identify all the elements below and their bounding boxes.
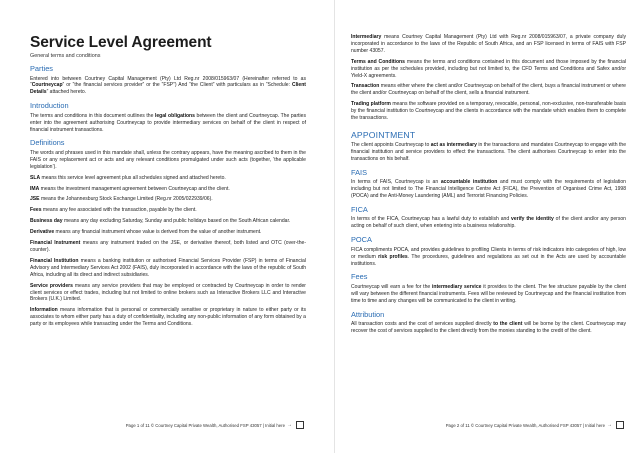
bold-term: risk profiles [378,253,408,260]
text-run: it provides to the client. The fee structure payable by the client will vary between the different financial instruments. Fees will be reviewed by Courtneycap and the financial institution from time to time and any changes will be communicated to the client in writing. [351,283,626,304]
text-run: means a banking institution or authorised Financial Services Provider (FSP) in terms of Financial Advisory and Intermediary Services Act 2002 (FAIS), duly incorporated in accordance with the laws of the republic of South Africa, including all its direct and indirect subsidiaries. [30,257,306,278]
heading-introduction: Introduction [30,101,69,111]
document-title: Service Level Agreement [30,34,212,51]
text-run: means the terms and conditions contained in this document and those imposed by the financial institution as per the schedules provided, including but not limited to, the CFD Terms and Conditions and Safex and/or Yield-X agreements. [351,58,627,79]
definition-ima [30,186,306,193]
text-run: The terms and conditions in this document outlines the [30,112,155,119]
text-run: In terms of the FICA, Courtneycap has a lawful duty to establish and [351,216,512,223]
text-run: ” attached hereto. [46,89,87,96]
text-run: ” or “the financial services provider” or the “FSP”) And “the Client” with particulars as in “Schedule: [62,82,292,89]
document-subtitle: General terms and conditions [30,53,101,59]
text-run: means this service level agreement plus all schedules signed and attached hereto. [40,174,226,181]
bold-term: Financial Instrument [30,240,81,247]
definition-sla [30,175,306,182]
initial-checkbox[interactable] [616,421,624,429]
text-run: FICA compliments POCA, and provides guidelines to profiling Clients in terms of risk indicators into categories of high, low or medium [351,246,626,260]
fica-paragraph [351,216,626,230]
bold-term: Client Details [30,82,306,96]
poca-paragraph [351,247,626,268]
footer-text: Page 1 of 11 © Courtney Capital Private Wealth, Authorised FSP 43057 | Initial here [125,422,285,428]
text-run: between the client and Courtneycap. The parties enter into the agreement authorising Courtneycap to provide intermediary services on behalf of the client in respect of financial instrument transactions. [30,112,307,133]
text-run: means any instrument traded on the JSE, or derivative thereof, both listed and OTC (over-the-counter). [30,240,307,253]
bold-term: Intermediary [351,34,382,40]
bold-term: Information [30,307,58,314]
heading-poca: POCA [351,235,372,245]
bold-term: legal obligations [154,112,195,119]
bold-term: JSE [30,196,40,203]
text-run: . The procedures, guidelines and regulations as set out in the Acts are used by accountable institutions. [351,253,626,267]
text-run: and must comply with the requirements of legislation including but not limited to The Financial Intelligence Centre Act (FICA), the Prevention of Organised Crime Act, 1998 (POCA) and the Anti-Money Laundering (AML) and Terrorist Financing Policies. [351,179,626,199]
bold-term: to the client [493,321,523,328]
definition-derivative [30,229,306,236]
arrow-right-icon: → [287,422,292,428]
definition-business-day [30,218,306,225]
bold-term: Financial Institution [30,257,79,264]
definition-intermediary [351,34,626,55]
text-run: of the client and/or any person acting on behalf of such client, when entering into a business relationship. [351,216,626,230]
bold-term: verify the identity [511,216,554,223]
appointment-paragraph [351,142,626,163]
text-run: The words and phrases used in this mandate shall, unless the contrary appears, have the meaning ascribed to them in the FAIS or any replacement act or acts and any relevant conditions promulgated under such acts (together, ‘the applicable legislation’). [30,149,306,170]
definition-financial-institution [30,258,306,279]
bold-term: Service providers [30,282,73,289]
text-run: means information that is personal or commercially sensitive or proprietary in nature to either party or its associates to whom either party has a duty of confidentiality, including any non-public information of any form obtained by a party or its employees while transacting under the Terms and Conditions. [30,307,306,328]
heading-attribution: Attribution [351,309,385,319]
bold-term: Business day [30,218,63,225]
heading-appointment: APPOINTMENT [351,129,416,140]
heading-fees: Fees [351,272,368,282]
definition-service-providers [30,283,306,304]
bold-term: SLA [30,174,41,181]
heading-definitions: Definitions [30,138,65,148]
bold-term: Courtneycap [31,82,63,89]
fees-paragraph [351,284,626,305]
heading-fica: FICA [351,204,368,214]
text-run: All transaction costs and the cost of services supplied directly [351,321,494,328]
definition-financial-instrument [30,240,306,254]
bold-term: IMA [30,185,40,192]
text-run: means the investment management agreement between Courtneycap and the client. [39,185,230,192]
parties-paragraph [30,76,306,97]
footer-text: Page 2 of 11 © Courtney Capital Private Wealth, Authorised FSP 43057 | Initial here [445,422,605,428]
text-run: Courtneycap will earn a fee for the [351,283,432,290]
bold-term: act as intermediary [430,141,477,148]
page-1 [14,0,322,453]
definition-trading-platform [351,101,626,122]
arrow-right-icon: → [607,422,612,428]
text-run: means either where the client and/or Courtneycap on behalf of the client, buys a financial instrument or where the client and/or Courtneycap on behalf of the client, sells a financial instrument. [351,83,626,97]
definition-information [30,307,306,328]
bold-term: Terms and Conditions [351,58,405,65]
text-run: means Courtney Capital Management (Pty) Ltd with Reg.nr 2008/015963/07, a private company duly incorporated in accordance to the laws of the Republic of South Africa, and an FSP licensed in terms of FAIS with FSP number 43057. [351,34,626,54]
text-run: in the transactions and mandates Courtneycap to engage with the financial institution and service providers to effect the transactions. The client authorises Courtneycap to enter into the transactions on his behalf. [351,141,627,162]
definition-terms-and-conditions [351,59,626,80]
text-run: In terms of FAIS, Courtneycap is an [351,179,441,186]
text-run: means the Johannesburg Stock Exchange Limited (Reg.nr 2005/022939/06). [39,196,213,203]
fais-paragraph [351,179,626,200]
definition-fees [30,207,306,214]
bold-term: Transaction [351,83,380,90]
bold-term: Derivative [30,229,55,236]
bold-term: Trading platform [351,101,391,108]
text-run: means any financial instrument whose value is derived from the value of another instrument. [54,229,262,236]
definitions-intro [30,150,306,171]
text-run: The client appoints Courtneycap to [351,141,431,148]
definition-jse [30,196,306,203]
attribution-paragraph [351,321,626,335]
text-run: means any service providers that may be employed or contracted by Courtneycap in order to render client services or effect trades, including but not limited to online brokers such as Interactive Brokers LLC and Interactive Brokers (U.K.) Limited. [30,282,306,303]
text-run: means the software provided on a temporary, revocable, personal, non-exclusive, non-transferable basis by the financial institution to Courtneycap and the clients in accordance with the mandate which enables them to complete the transactions. [351,101,626,122]
text-run: means any fee associated with the transaction, payable by the client. [41,207,197,214]
heading-parties: Parties [30,64,54,73]
page-1-footer [126,421,304,429]
text-run: Entered into between Courtney Capital Management (Pty) Ltd Reg.nr 2008/015963/07 (Hereinafter referred to as “ [30,75,306,89]
bold-term: intermediary service [431,283,482,290]
definition-transaction [351,83,626,97]
bold-term: Fees [30,207,42,214]
heading-fais: FAIS [351,167,368,177]
page-2 [334,0,640,453]
text-run: will be borne by the client. Courtneycap may recover the cost of services supplied to the client directly from the monies standing to the credit of the client. [351,321,626,335]
text-run: means any day excluding Saturday, Sunday and public holidays based on the South African calendar. [62,218,291,225]
bold-term: accountable institution [440,179,498,186]
introduction-paragraph [30,113,306,134]
page-2-footer [446,421,624,429]
initial-checkbox[interactable] [296,421,304,429]
